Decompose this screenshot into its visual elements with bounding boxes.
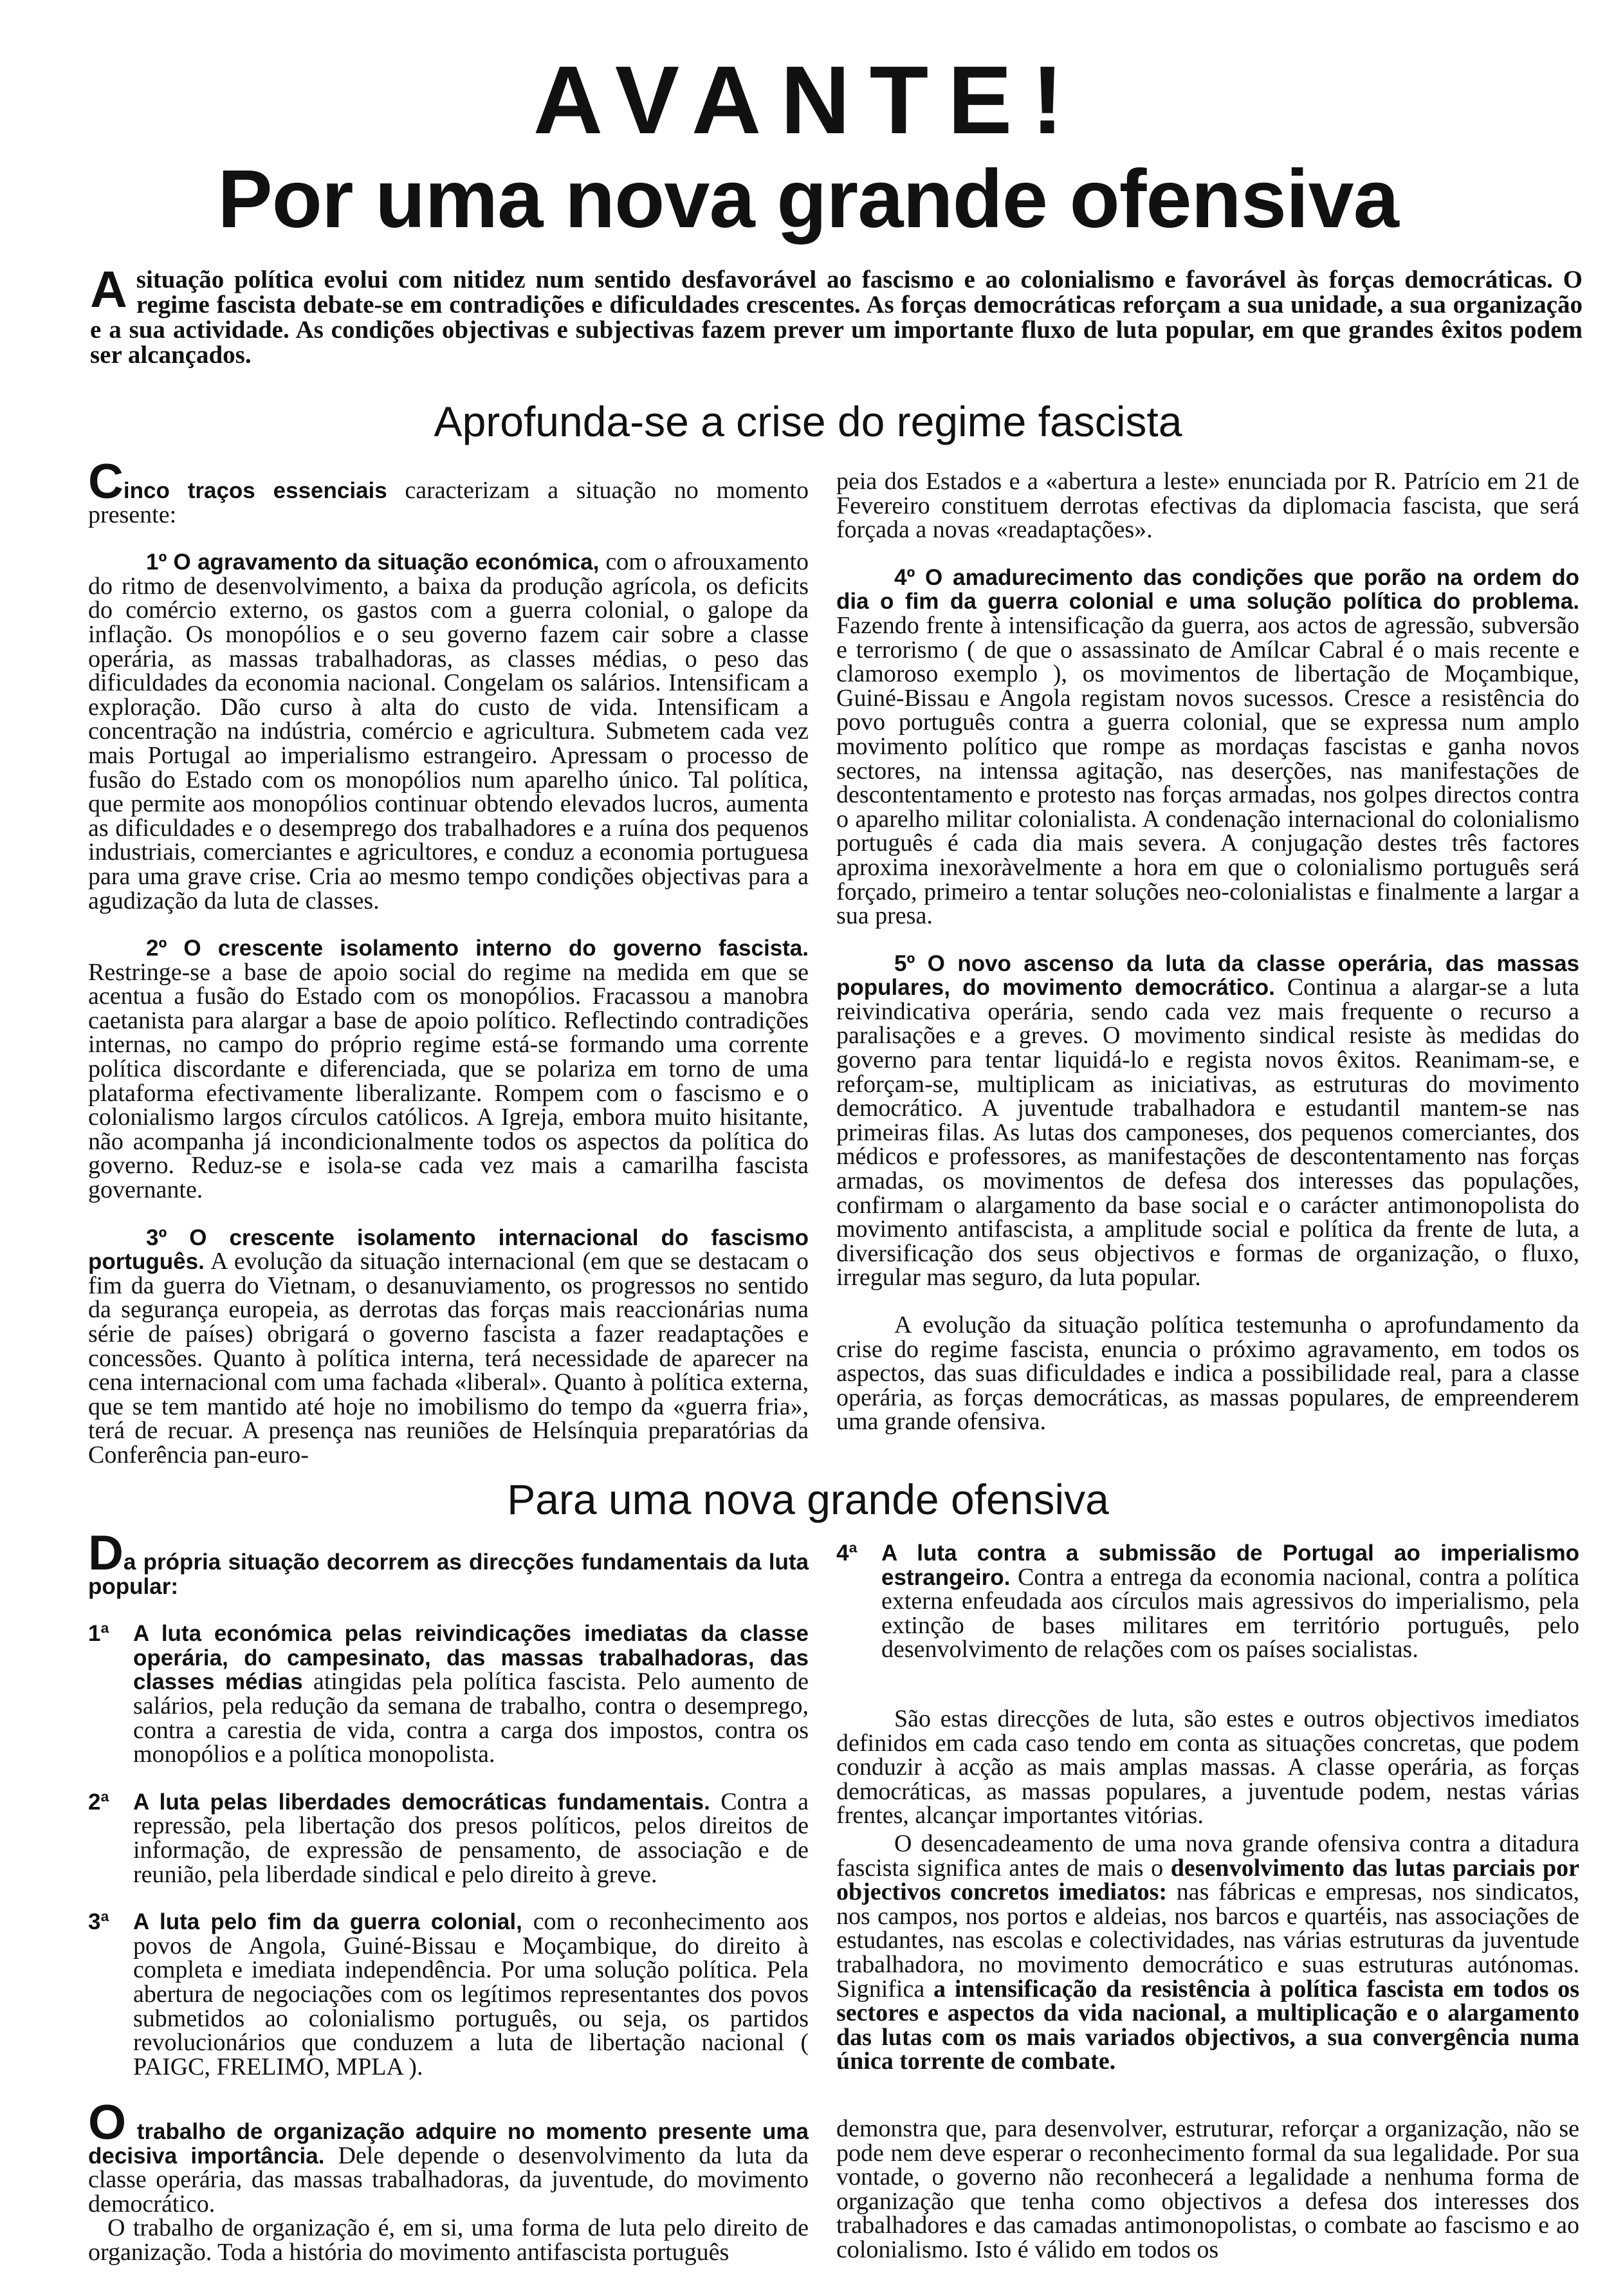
section1-left-column <box>88 454 809 1491</box>
paragraph-emphasis: a intensificação da resistência à política fascista em todos os sectores e aspectos da vida nacional, a multiplicação e o alargamento das lutas com os mais variados objectivos, a sua convergência numa única torrente de combate. <box>836 1975 1579 2075</box>
paragraph-text: Continua a alargar-se a luta reivindicativa operária, sendo cada vez mais frequente o recurso a paralisações e a greves. O movimento sindical resiste às medidas do governo para tentar liquidá-lo e regista novos êxitos. Reanimam-se, e reforçam-se, multiplicam as iniciativas, as estruturas do movimento democrático. A juventude trabalhadora e estudantil mantem-se nas primeiras filas. As lutas dos camponeses, dos pequenos comerciantes, dos médicos e professores, as manifestações de descontentamento nas forças armadas, os movimentos de defesa dos interesses das populações, confirmam o alargamento da base social e o carácter antimonopolista do movimento antifascista, a amplitude social e política da frente de luta, a diversificação dos seus objectivos e formas de organização, o fluxo, irregular mas seguro, da luta popular. <box>836 974 1579 1292</box>
section2-right-column <box>836 1541 1579 2097</box>
list-item <box>88 1790 809 1887</box>
paragraph-text: caracterizam a situação no momento presente: <box>88 477 809 528</box>
section-heading-crisis: Aprofunda-se a crise do regime fascista <box>434 398 1182 445</box>
paragraph-lead: A luta pelas liberdades democráticas fundamentais. <box>133 1789 710 1815</box>
paragraph: peia dos Estados e a «abertura a leste» enunciada por R. Patrício em 21 de Fevereiro constituem derrotas efectivas da diplomacia fascista, que será forçada a novas «readaptações». <box>836 468 1579 544</box>
paragraph <box>836 566 1579 929</box>
paragraph-emphasis: desenvolvimento das lutas parciais por objectivos concretos imediatos: <box>836 1854 1579 1906</box>
item-number: 3ª <box>88 1909 109 1935</box>
paragraph-text: A evolução da situação internacional (em que se destacam o fim da guerra do Vietnam, o desanuviamento, os progressos no sentido da segurança europeia, as derrotas das forças mais reaccionárias numa série de países) obrigará o governo fascista a fazer readaptações e concessões. Quanto à política interna, terá necessidade de aparecer na cena internacional com uma fachada «liberal». Quanto à política externa, que se tem mantido até hoje no imobilismo do tempo da «guerra fria», terá de recuar. A presença nas reuniões de Helsínquia preparatórias da Conferência pan-euro- <box>88 1248 809 1468</box>
intro-paragraph: Asituação política evolui com nitidez num sentido desfavorável ao fascismo e ao colonialismo e favorável às forças democráticas. O regime fascista debate-se em contradições e dificuldades crescentes. As forças democráticas reforçam a sua unidade, a sua organização e a sua actividade. As condições objectivas e subjectivas fazem prever um importante fluxo de luta popular, em que grandes êxitos podem ser alcançados. <box>90 261 1583 369</box>
paragraph: Da própria situação decorrem as direcções fundamentais da luta popular: <box>88 1526 809 1599</box>
paragraph-text: Dele depende o desenvolvimento da luta da classe operária, das massas trabalhadoras, da juventude, do movimento democrático. <box>88 2142 809 2217</box>
section3-left-column <box>88 2095 809 2288</box>
paragraph-text: Contra a repressão, pela libertação dos presos políticos, pelos direitos de informação, de expressão de pensamento, de associação e de reunião, pela liberdade sindical e pelo direito à greve. <box>133 1788 809 1888</box>
section2-left-column <box>88 1526 809 2102</box>
paragraph <box>88 454 809 528</box>
paragraph-lead: Cinco traços essenciais <box>88 454 387 509</box>
paragraph-text: Fazendo frente à intensificação da guerra, aos actos de agressão, subversão e terrorismo ( de que o assassinato de Amílcar Cabral é o mais recente e clamoroso exemplo ), os movimentos de libertação de Moçambique, Guiné-Bissau e Angola registam novos sucessos. Cresce a resistência do povo português contra a guerra colonial, que se expressa num amplo movimento político que rompe as mordaças fascistas e ganha novos sectores, na intenssa agitação, nas deserções, nas manifestações de descontentamento e protesto nas forças armadas, nos golpes directos contra o aparelho militar colonialista. A condenação internacional do colonialismo português é cada dia mais severa. A conjugação destes três factores aproxima inexoràvelmente a hora em que o colonialismo português será forçado, primeiro a tentar soluções neo-colonialistas e finalmente a largar a sua presa. <box>836 611 1579 930</box>
paragraph-lead: A luta económica pelas reivindicações imediatas da classe operária, do campesinato, das massas trabalhadoras, das classes médias <box>133 1621 809 1695</box>
paragraph-lead: O trabalho de organização adquire no momento presente uma decisiva importância. <box>88 2095 809 2169</box>
paragraph <box>88 936 809 1203</box>
paragraph-text: atingidas pela política fascista. Pelo aumento de salários, pela redução da semana de trabalho, contra o desemprego, contra a carestia de vida, contra a carga dos impostos, contra os monopólios e a política monopolista. <box>133 1668 809 1768</box>
item-number: 1ª <box>88 1621 109 1647</box>
section-heading-offensive: Para uma nova grande ofensiva <box>507 1476 1109 1523</box>
list-item <box>836 1541 1579 1662</box>
paragraph <box>88 2095 809 2217</box>
item-number: 2ª <box>88 1789 109 1815</box>
page-title: Por uma nova grande ofensiva <box>217 153 1399 245</box>
paragraph: demonstra que, para desenvolver, estruturar, reforçar a organização, não se pode nem deve esperar o reconhecimento formal da sua legalidade. Por sua vontade, o governo não reconhecerá a legalidade a nenhuma forma de organização que tenha como objectivos a defesa dos interesses dos trabalhadores e das camadas antimonopolistas, o combate ao fascismo e ao colonialismo. Isto é válido em todos os <box>836 2115 1579 2263</box>
paragraph-text: O desencadeamento de uma nova grande ofensiva contra a ditadura fascista significa antes de mais o <box>836 1829 1579 1882</box>
paragraph-text: nas fábricas e empresas, nos sindicatos, nos campos, nos portos e aldeias, nos barcos e quartéis, nas associações de estudantes, nas escolas e colectividades, nas várias estruturas da juventude trabalhadora, no movimento democrático e suas estruturas autónomas. Significa <box>836 1878 1579 2003</box>
paragraph-lead: 2º O crescente isolamento interno do governo fascista. <box>146 936 809 961</box>
list-item <box>88 1622 809 1767</box>
section3-right-column <box>836 2117 1579 2286</box>
paragraph: O trabalho de organização é, em si, uma forma de luta pelo direito de organização. Toda a história do movimento antifascista português <box>88 2214 809 2266</box>
list-item <box>88 1910 809 2079</box>
paragraph-lead: 1º O agravamento da situação económica, <box>146 550 600 575</box>
paragraph: São estas direcções de luta, são estes e outros objectivos imediatos definidos em cada caso tendo em conta as situações concretas, que podem conduzir à acção as mais amplas massas. A classe operária, as forças democráticas, as massas populares, a juventude podem, nestas várias frentes, alcançar importantes vitórias. <box>836 1705 1579 1829</box>
paragraph-lead: A luta contra a submissão de Portugal ao imperialismo estrangeiro. <box>881 1541 1579 1590</box>
paragraph-text: Restringe-se a base de apoio social do regime na medida em que se acentua a fusão do Estado com os monopólios. Fracassou a manobra caetanista para alargar a base de apoio político. Reflectindo contradições internas, no campo do próprio regime está-se formando uma corrente política discordante e diferenciada, que se polariza em torno de uma plataforma efectivamente liberalizante. Rompem com o fascismo e o colonialismo largos círculos católicos. A Igreja, embora muito hisitante, não acompanha já incondicionalmente todos os aspectos da política do governo. Reduz-se e isola-se cada vez mais a camarilha fascista governante. <box>88 958 809 1204</box>
paragraph-lead: A luta pelo fim da guerra colonial, <box>133 1909 522 1935</box>
paragraph <box>88 1226 809 1468</box>
paragraph <box>836 1829 1579 2075</box>
paragraph-text: Contra a entrega da economia nacional, contra a política externa enfeudada aos círculos mais agressivos do imperialismo, pela extinção de bases militares em território português, pelo desenvolvimento de relações com os países socialistas. <box>881 1563 1579 1663</box>
paragraph-lead: 4º O amadurecimento das condições que porão na ordem do dia o fim da guerra colonial e uma solução política do problema. <box>836 564 1579 615</box>
masthead: AVANTE! <box>533 46 1083 154</box>
section1-right-column <box>836 470 1579 1458</box>
item-number: 4ª <box>836 1541 858 1566</box>
paragraph-lead: 5º O novo ascenso da luta da classe operária, das massas populares, do movimento democrático. <box>836 950 1579 1001</box>
paragraph <box>836 952 1579 1290</box>
paragraph <box>88 550 809 913</box>
paragraph-text: com o afrouxamento do ritmo de desenvolvimento, a baixa da produção agrícola, os deficits do comércio externo, os gastos com a guerra colonial, o galope da inflação. Os monopólios e o seu governo fazem cair sobre a classe operária, as massas trabalhadoras, as classes médias, o peso das dificuldades da economia nacional. Congelam os salários. Intensificam a exploração. Dão curso à alta do custo de vida. Intensificam a concentração na indústria, comércio e agricultura. Submetem cada vez mais Portugal ao imperialismo estrangeiro. Apressam o processo de fusão do Estado com os monopólios num aparelho único. Tal política, que permite aos monopólios continuar obtendo elevados lucros, aumenta as dificuldades e o desemprego dos trabalhadores e a ruína dos pequenos industriais, comerciantes e agricultores, e conduz a economia portuguesa para uma grave crise. Cria ao mesmo tempo condições objectivas para a agudização da luta de classes. <box>88 548 809 914</box>
paragraph-lead: 3º O crescente isolamento internacional do fascismo português. <box>88 1225 809 1275</box>
paragraph-text: com o reconhecimento aos povos de Angola, Guiné-Bissau e Moçambique, do direito à completa e imediata independência. Por uma solução política. Pela abertura de negociações com os legítimos representantes dos povos submetidos ao colonialismo português, ou seja, os partidos revolucionários que conduzem a luta de libertação nacional ( PAIGC, FRELIMO, MPLA ). <box>133 1908 809 2080</box>
paragraph: A evolução da situação política testemunha o aprofundamento da crise do regime fascista, enuncia o próximo agravamento, em todos os aspectos, das suas dificuldades e indica a possibilidade real, para a classe operária, as forças democráticas, as massas populares, de empreenderem uma grande ofensiva. <box>836 1311 1579 1436</box>
